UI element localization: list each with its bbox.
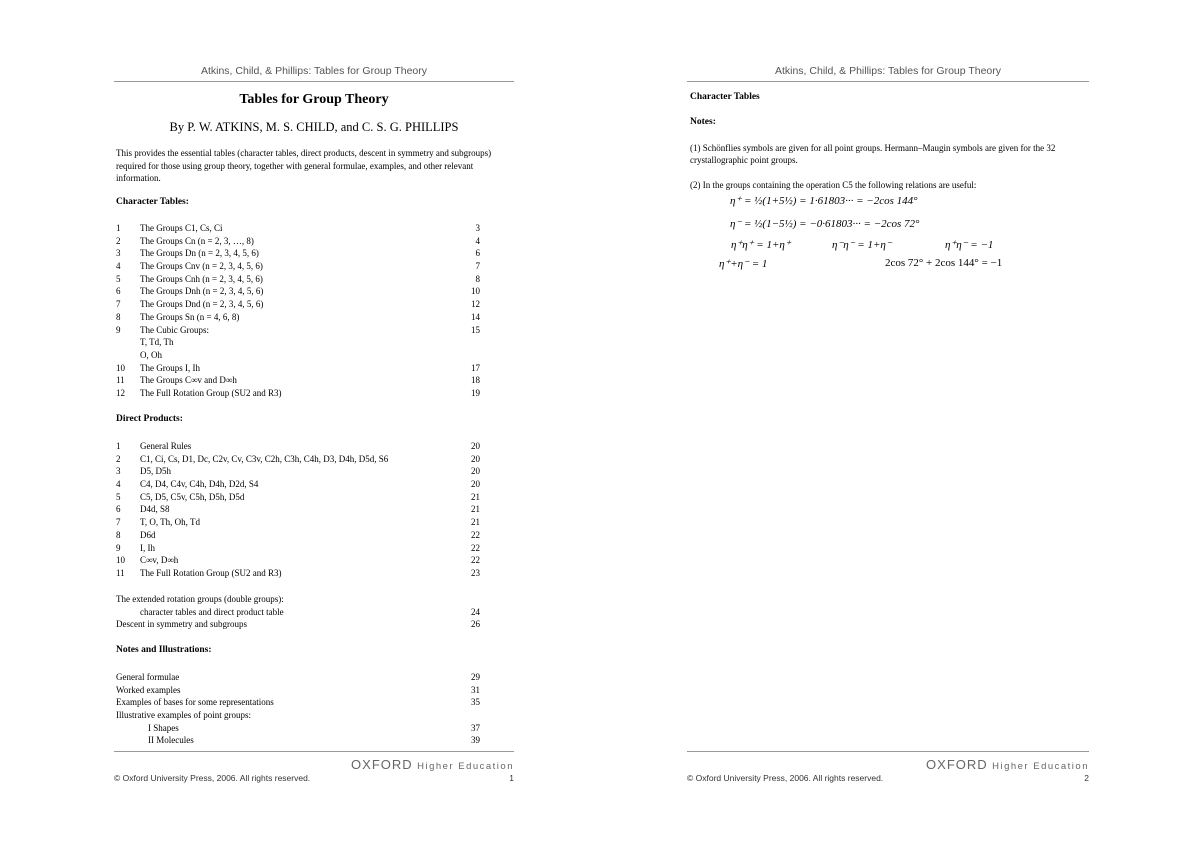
entry-page: 20 [471, 466, 480, 477]
section-heading: Character Tables [690, 92, 760, 102]
entry-number: 3 [116, 248, 121, 259]
notes-row [116, 734, 480, 747]
footer-rule [114, 751, 514, 752]
toc-row [116, 336, 480, 349]
entry-page: 22 [471, 555, 480, 566]
entry-number: 12 [116, 387, 125, 398]
equation-eta-minus: η⁻ = ½(1−5½) = −0·61803··· = −2cos 72° [730, 218, 920, 230]
entry-title: The Groups Dn (n = 2, 3, 4, 5, 6) [140, 248, 259, 259]
entry-title: The Cubic Groups: [140, 324, 209, 335]
toc-row [116, 260, 480, 273]
descent-page: 26 [471, 619, 480, 630]
page-number: 1 [509, 773, 514, 783]
entry-title: Examples of bases for some representations [116, 697, 274, 708]
extended-line-2: character tables and direct product table [140, 606, 284, 617]
toc-row [116, 273, 480, 286]
notes-list [116, 671, 480, 747]
intro-paragraph: This provides the essential tables (character tables, direct products, descent in symmetry and subgroups) required for those using group theory, together with general formulae, examples, and other relevant information. [116, 148, 492, 184]
entry-page: 19 [471, 387, 480, 398]
entry-title: Illustrative examples of point groups: [116, 710, 251, 721]
equation-eta-minus-squared: η⁻η⁻ = 1+η⁻ [832, 239, 892, 251]
entry-title: C5, D5, C5v, C5h, D5h, D5d [140, 491, 245, 502]
entry-title: The Groups I, Ih [140, 362, 200, 373]
equation-eta-plus: η⁺ = ½(1+5½) = 1·61803··· = −2cos 144° [730, 195, 918, 207]
equation-cos-sum: 2cos 72° + 2cos 144° = −1 [885, 257, 1003, 269]
toc-row [116, 542, 480, 555]
page-1 [114, 0, 514, 800]
copyright: © Oxford University Press, 2006. All rights reserved. [687, 773, 884, 783]
descent-text: Descent in symmetry and subgroups [116, 619, 247, 630]
entry-page: 15 [471, 324, 480, 335]
toc-row [116, 478, 480, 491]
entry-title: The Groups Sn (n = 4, 6, 8) [140, 311, 240, 322]
entry-title: C4, D4, C4v, C4h, D4h, D2d, S4 [140, 479, 259, 490]
header-rule [114, 81, 514, 82]
toc-row [116, 529, 480, 542]
entry-number: 9 [116, 324, 121, 335]
entry-number: 4 [116, 261, 121, 272]
entry-page: 21 [471, 491, 480, 502]
entry-title: II Molecules [148, 735, 194, 746]
notes-row [116, 696, 480, 709]
entry-number: 5 [116, 491, 121, 502]
toc-row [116, 503, 480, 516]
notes-row [116, 709, 480, 722]
entry-number: 6 [116, 504, 121, 515]
entry-title: O, Oh [140, 349, 162, 360]
page-number: 2 [1084, 773, 1089, 783]
entry-number: 8 [116, 311, 121, 322]
entry-title: The Groups C1, Cs, Ci [140, 223, 223, 233]
entry-title: I Shapes [148, 722, 179, 733]
entry-number: 7 [116, 517, 121, 528]
notes-label: Notes: [690, 117, 716, 127]
entry-page: 17 [471, 362, 480, 373]
entry-page: 20 [471, 479, 480, 490]
entry-page: 7 [475, 261, 480, 272]
entry-title: General formulae [116, 672, 180, 682]
entry-title: The Groups Cnv (n = 2, 3, 4, 5, 6) [140, 261, 263, 272]
running-header: Atkins, Child, & Phillips: Tables for Group Theory [774, 65, 1002, 77]
entry-page: 22 [471, 542, 480, 553]
entry-page: 14 [471, 311, 480, 322]
direct-products-list [116, 440, 480, 580]
note-1: (1) Schönflies symbols are given for all point groups. Hermann–Maugin symbols are given for the 32 crystallographic point groups. [690, 143, 1056, 165]
toc-row [116, 298, 480, 311]
toc-row [116, 554, 480, 567]
entry-page: 23 [471, 567, 480, 578]
extended-line-1: The extended rotation groups (double groups): [116, 594, 284, 604]
entry-number: 8 [116, 529, 121, 540]
notes-row [116, 722, 480, 735]
entry-number: 1 [116, 441, 121, 451]
entry-page: 31 [471, 684, 480, 695]
entry-page: 20 [471, 453, 480, 464]
entry-page: 10 [471, 286, 480, 297]
copyright: © Oxford University Press, 2006. All rights reserved. [114, 773, 311, 783]
entry-page: 12 [471, 299, 480, 310]
entry-title: The Groups Dnh (n = 2, 3, 4, 5, 6) [140, 286, 264, 297]
entry-number: 2 [116, 453, 121, 464]
header-rule [687, 81, 1089, 82]
toc-row [116, 362, 480, 375]
character-tables-heading: Character Tables: [116, 197, 189, 207]
notes-row [116, 671, 480, 684]
entry-title: T, O, Th, Oh, Td [140, 517, 200, 528]
page-2 [687, 0, 1089, 800]
entry-page: 37 [471, 722, 480, 733]
entry-number: 9 [116, 542, 121, 553]
entry-page: 20 [471, 441, 480, 451]
extended-page: 24 [471, 606, 480, 617]
entry-title: D6d [140, 529, 156, 540]
toc-row [116, 453, 480, 466]
notes-heading: Notes and Illustrations: [116, 645, 212, 655]
toc-row [116, 324, 480, 337]
entry-title: T, Td, Th [140, 337, 174, 348]
footer-rule [687, 751, 1089, 752]
entry-page: 8 [475, 273, 480, 284]
entry-title: The Groups Cnh (n = 2, 3, 4, 5, 6) [140, 273, 263, 284]
toc-row [116, 516, 480, 529]
entry-title: The Groups Cn (n = 2, 3, …, 8) [140, 235, 254, 246]
entry-title: D5, D5h [140, 466, 171, 477]
authors: By P. W. ATKINS, M. S. CHILD, and C. S. G. PHILLIPS [169, 120, 459, 134]
entry-page: 4 [475, 235, 480, 246]
entry-number: 10 [116, 362, 125, 373]
entry-number: 5 [116, 273, 121, 284]
notes-row [116, 684, 480, 697]
toc-row [116, 311, 480, 324]
entry-page: 21 [471, 504, 480, 515]
entry-title: The Groups C∞v and D∞h [140, 375, 237, 386]
note-2: (2) In the groups containing the operation C5 the following relations are useful: [690, 180, 977, 190]
entry-page: 22 [471, 529, 480, 540]
entry-page: 29 [471, 672, 480, 682]
entry-page: 18 [471, 375, 480, 386]
entry-title: The Groups Dnd (n = 2, 3, 4, 5, 6) [140, 299, 264, 310]
entry-number: 2 [116, 235, 121, 246]
entry-number: 11 [116, 375, 125, 386]
entry-title: C∞v, D∞h [140, 555, 179, 566]
toc-row [116, 567, 480, 580]
toc-row [116, 349, 480, 362]
toc-row [116, 285, 480, 298]
entry-title: C1, Ci, Cs, D1, Dc, C2v, Cv, C3v, C2h, C3h, C4h, D3, D4h, D5d, S6 [140, 453, 389, 464]
entry-number: 4 [116, 479, 121, 490]
extended-groups-entry [116, 593, 480, 631]
entry-page: 6 [475, 248, 480, 259]
toc-row [116, 222, 480, 235]
toc-row [116, 374, 480, 387]
entry-title: I, Ih [140, 542, 155, 553]
entry-page: 39 [471, 735, 480, 746]
toc-row [116, 247, 480, 260]
toc-row [116, 465, 480, 478]
toc-row [116, 235, 480, 248]
entry-number: 3 [116, 466, 121, 477]
toc-row [116, 491, 480, 504]
oxford-logo: OXFORD Higher Education [351, 757, 514, 772]
direct-products-heading: Direct Products: [116, 414, 183, 424]
entry-title: The Full Rotation Group (SU2 and R3) [140, 387, 282, 398]
oxford-logo: OXFORD Higher Education [926, 757, 1089, 772]
entry-number: 10 [116, 555, 125, 566]
entry-title: D4d, S8 [140, 504, 170, 515]
toc-row [116, 440, 480, 453]
entry-title: General Rules [140, 441, 192, 451]
document-title: Tables for Group Theory [239, 92, 389, 107]
entry-number: 11 [116, 567, 125, 578]
entry-number: 7 [116, 299, 121, 310]
equation-eta-plus-squared: η⁺η⁺ = 1+η⁺ [731, 239, 791, 251]
entry-title: Worked examples [116, 684, 181, 695]
running-header: Atkins, Child, & Phillips: Tables for Group Theory [200, 65, 428, 77]
equation-eta-sum: η⁺+η⁻ = 1 [719, 258, 768, 270]
entry-number: 6 [116, 286, 121, 297]
entry-page: 3 [475, 223, 480, 233]
equation-eta-product: η⁺η⁻ = −1 [945, 239, 994, 251]
entry-page: 21 [471, 517, 480, 528]
entry-number: 1 [116, 223, 121, 233]
character-tables-list [116, 222, 480, 400]
entry-page: 35 [471, 697, 480, 708]
entry-title: The Full Rotation Group (SU2 and R3) [140, 567, 282, 578]
toc-row [116, 387, 480, 400]
